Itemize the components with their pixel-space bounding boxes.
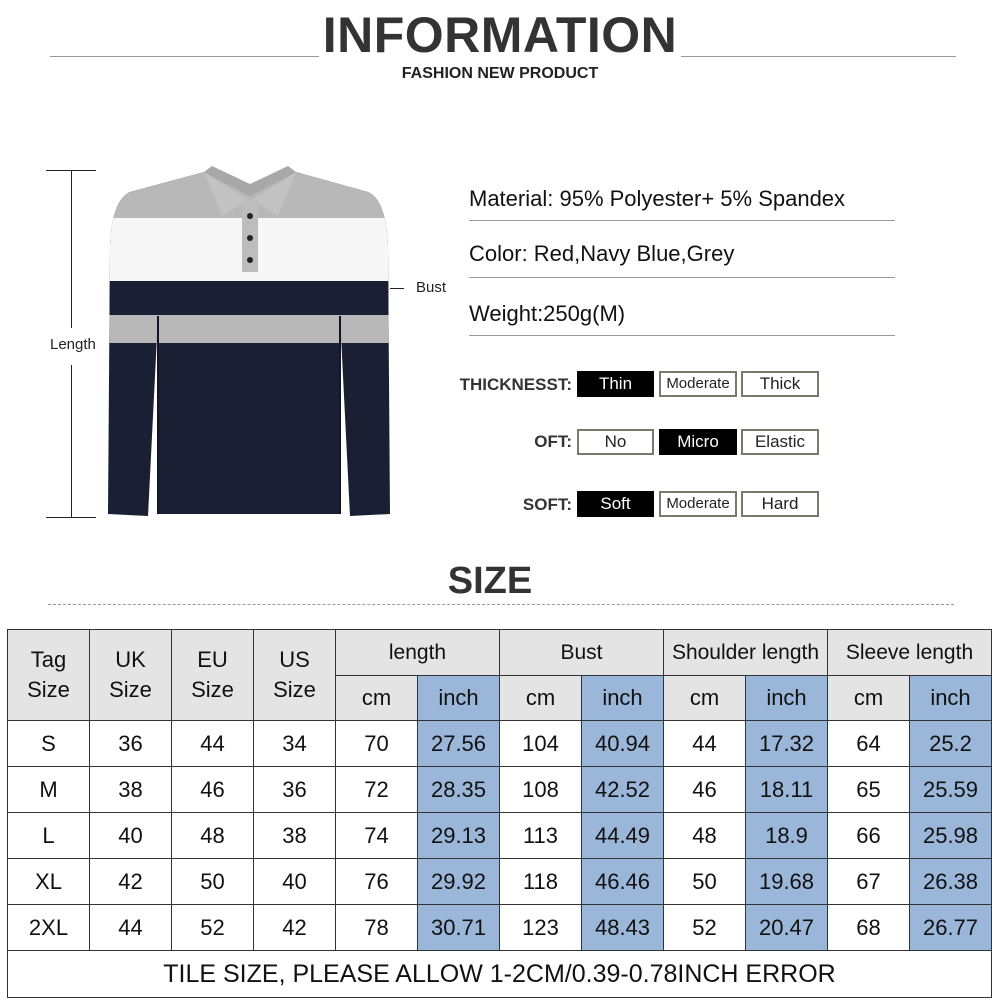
table-row bbox=[8, 721, 992, 767]
cell-bust-cm: 104 bbox=[500, 721, 582, 767]
thickness-option-thin: Thin bbox=[577, 371, 654, 397]
cell-eu: 48 bbox=[172, 813, 254, 859]
cell-shoulder-inch: 18.9 bbox=[746, 813, 828, 859]
col-eu-size: EU Size bbox=[172, 630, 254, 721]
cell-bust-inch: 40.94 bbox=[582, 721, 664, 767]
bust-inch-header: inch bbox=[582, 676, 664, 721]
polo-shirt-image bbox=[100, 166, 395, 518]
cell-sleeve-cm: 68 bbox=[828, 905, 910, 951]
cell-bust-inch: 42.52 bbox=[582, 767, 664, 813]
cell-tag: XL bbox=[8, 859, 90, 905]
sleeve-inch-header: inch bbox=[910, 676, 992, 721]
cell-us: 40 bbox=[254, 859, 336, 905]
shoulder-cm-header: cm bbox=[664, 676, 746, 721]
color-underline bbox=[469, 277, 895, 278]
size-note: TILE SIZE, PLEASE ALLOW 1-2CM/0.39-0.78INCH ERROR bbox=[8, 951, 992, 998]
cell-us: 36 bbox=[254, 767, 336, 813]
length-line-top bbox=[71, 170, 72, 328]
cell-length-inch: 29.92 bbox=[418, 859, 500, 905]
shirt-button-3 bbox=[247, 257, 253, 263]
material-underline bbox=[469, 220, 895, 221]
col-sleeve: Sleeve length bbox=[828, 630, 992, 676]
shoulder-inch-header: inch bbox=[746, 676, 828, 721]
cell-tag: L bbox=[8, 813, 90, 859]
col-length: length bbox=[336, 630, 500, 676]
length-line-bottom bbox=[71, 365, 72, 517]
length-label: Length bbox=[50, 336, 96, 353]
cell-shoulder-cm: 52 bbox=[664, 905, 746, 951]
shirt-grey-mid-band bbox=[100, 315, 395, 343]
cell-tag: 2XL bbox=[8, 905, 90, 951]
cell-sleeve-inch: 26.38 bbox=[910, 859, 992, 905]
table-row bbox=[8, 905, 992, 951]
col-us-size: US Size bbox=[254, 630, 336, 721]
cell-bust-cm: 113 bbox=[500, 813, 582, 859]
length-inch-header: inch bbox=[418, 676, 500, 721]
size-heading: SIZE bbox=[447, 560, 533, 602]
cell-tag: M bbox=[8, 767, 90, 813]
cell-length-cm: 72 bbox=[336, 767, 418, 813]
cell-bust-cm: 118 bbox=[500, 859, 582, 905]
cell-bust-inch: 44.49 bbox=[582, 813, 664, 859]
cell-shoulder-inch: 18.11 bbox=[746, 767, 828, 813]
color-text: Color: Red,Navy Blue,Grey bbox=[469, 241, 735, 266]
table-row bbox=[8, 859, 992, 905]
sleeve-cm-header: cm bbox=[828, 676, 910, 721]
cell-shoulder-cm: 46 bbox=[664, 767, 746, 813]
weight-text: Weight:250g(M) bbox=[469, 301, 626, 326]
cell-eu: 50 bbox=[172, 859, 254, 905]
thickness-option-thick: Thick bbox=[741, 371, 819, 397]
bust-label: Bust bbox=[416, 279, 447, 296]
cell-length-inch: 29.13 bbox=[418, 813, 500, 859]
cell-uk: 40 bbox=[90, 813, 172, 859]
weight-underline bbox=[469, 335, 895, 336]
shirt-button-1 bbox=[247, 213, 253, 219]
cell-uk: 38 bbox=[90, 767, 172, 813]
cell-shoulder-cm: 44 bbox=[664, 721, 746, 767]
bust-cm-header: cm bbox=[500, 676, 582, 721]
cell-eu: 52 bbox=[172, 905, 254, 951]
cell-shoulder-cm: 50 bbox=[664, 859, 746, 905]
cell-shoulder-inch: 19.68 bbox=[746, 859, 828, 905]
cell-sleeve-cm: 66 bbox=[828, 813, 910, 859]
cell-length-inch: 28.35 bbox=[418, 767, 500, 813]
soft-option-moderate: Moderate bbox=[659, 491, 737, 517]
soft-option-hard: Hard bbox=[741, 491, 819, 517]
soft-label: SOFT: bbox=[522, 495, 572, 514]
table-row bbox=[8, 767, 992, 813]
page-title: INFORMATION bbox=[0, 6, 1000, 64]
cell-bust-inch: 46.46 bbox=[582, 859, 664, 905]
cell-sleeve-inch: 26.77 bbox=[910, 905, 992, 951]
cell-sleeve-cm: 67 bbox=[828, 859, 910, 905]
cell-length-cm: 74 bbox=[336, 813, 418, 859]
col-bust: Bust bbox=[500, 630, 664, 676]
thickness-label: THICKNESST: bbox=[459, 375, 572, 394]
cell-bust-cm: 108 bbox=[500, 767, 582, 813]
cell-sleeve-inch: 25.98 bbox=[910, 813, 992, 859]
cell-eu: 46 bbox=[172, 767, 254, 813]
cell-us: 34 bbox=[254, 721, 336, 767]
cell-sleeve-cm: 64 bbox=[828, 721, 910, 767]
cell-shoulder-cm: 48 bbox=[664, 813, 746, 859]
cell-length-cm: 76 bbox=[336, 859, 418, 905]
oft-option-no: No bbox=[577, 429, 654, 455]
thickness-option-moderate: Moderate bbox=[659, 371, 737, 397]
oft-label: OFT: bbox=[534, 432, 572, 451]
cell-uk: 42 bbox=[90, 859, 172, 905]
soft-option-soft: Soft bbox=[577, 491, 654, 517]
cell-shoulder-inch: 17.32 bbox=[746, 721, 828, 767]
oft-option-elastic: Elastic bbox=[741, 429, 819, 455]
oft-option-micro: Micro bbox=[659, 429, 737, 455]
cell-eu: 44 bbox=[172, 721, 254, 767]
cell-sleeve-inch: 25.2 bbox=[910, 721, 992, 767]
cell-bust-cm: 123 bbox=[500, 905, 582, 951]
shirt-button-2 bbox=[247, 235, 253, 241]
cell-tag: S bbox=[8, 721, 90, 767]
cell-sleeve-inch: 25.59 bbox=[910, 767, 992, 813]
cell-length-inch: 30.71 bbox=[418, 905, 500, 951]
cell-length-inch: 27.56 bbox=[418, 721, 500, 767]
col-shoulder: Shoulder length bbox=[664, 630, 828, 676]
cell-uk: 44 bbox=[90, 905, 172, 951]
page-subtitle: FASHION NEW PRODUCT bbox=[401, 65, 599, 82]
size-table bbox=[7, 629, 992, 998]
table-row bbox=[8, 813, 992, 859]
size-divider bbox=[48, 604, 954, 605]
length-cm-header: cm bbox=[336, 676, 418, 721]
cell-shoulder-inch: 20.47 bbox=[746, 905, 828, 951]
cell-bust-inch: 48.43 bbox=[582, 905, 664, 951]
col-tag-size: Tag Size bbox=[8, 630, 90, 721]
cell-length-cm: 70 bbox=[336, 721, 418, 767]
length-bottom-tick bbox=[46, 517, 96, 518]
material-text: Material: 95% Polyester+ 5% Spandex bbox=[469, 186, 846, 211]
cell-length-cm: 78 bbox=[336, 905, 418, 951]
cell-uk: 36 bbox=[90, 721, 172, 767]
cell-sleeve-cm: 65 bbox=[828, 767, 910, 813]
cell-us: 42 bbox=[254, 905, 336, 951]
cell-us: 38 bbox=[254, 813, 336, 859]
col-uk-size: UK Size bbox=[90, 630, 172, 721]
